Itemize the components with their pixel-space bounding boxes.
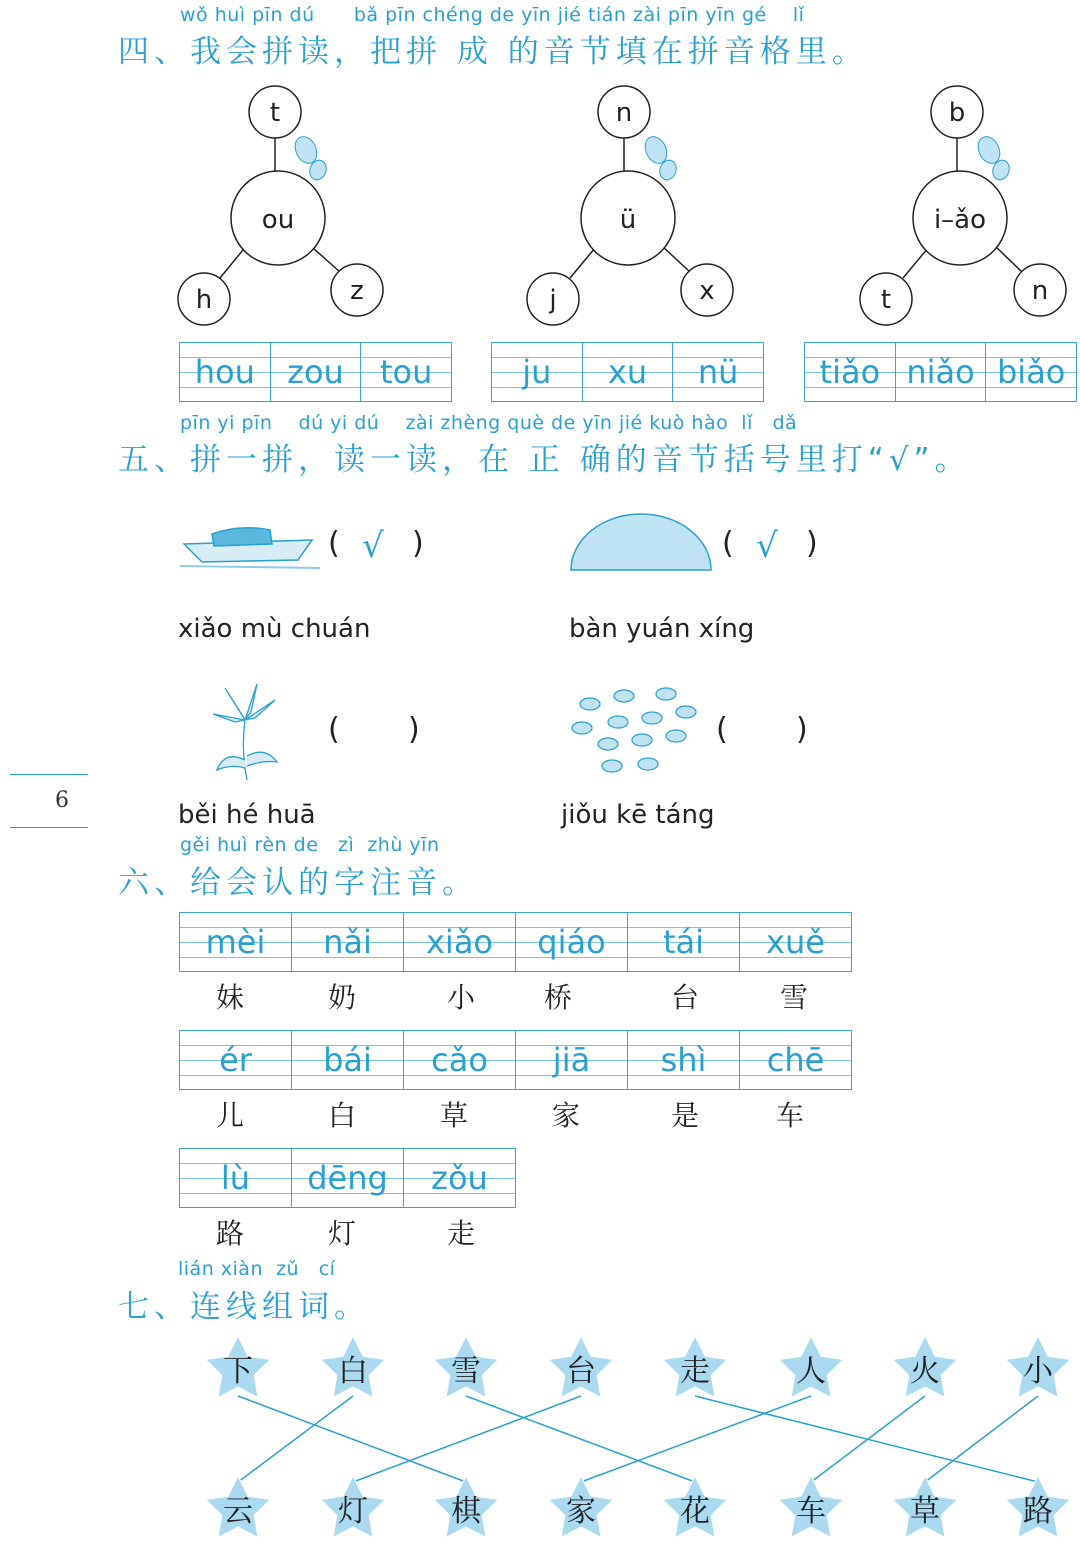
hanzi: 是	[671, 1099, 700, 1132]
star-character: 人	[796, 1354, 826, 1389]
page-number-rule-top	[10, 774, 88, 775]
pinyin-cell[interactable]: lù	[180, 1149, 291, 1207]
bottom-star[interactable]	[321, 1476, 386, 1538]
top-letter-3: b	[948, 98, 966, 128]
boat-icon	[180, 522, 320, 572]
section5-title: 五、拼一拼，读一读，在 正 确的音节括号里打“√”。	[118, 442, 971, 478]
top-star[interactable]	[779, 1336, 844, 1398]
answer-cell[interactable]: zou	[270, 343, 361, 401]
bottom-star[interactable]	[779, 1476, 844, 1538]
pinyin-cell[interactable]: qiáo	[515, 913, 627, 971]
right-letter-2: x	[699, 276, 715, 306]
answer-cell[interactable]: ju	[492, 343, 582, 401]
paren-close: )	[408, 712, 420, 747]
paren-close: )	[412, 526, 424, 561]
top-letter-2: n	[615, 98, 633, 128]
bottom-star[interactable]	[663, 1476, 728, 1538]
answer-cell[interactable]: nü	[672, 343, 763, 401]
hanzi: 小	[447, 981, 476, 1014]
section7-title: 七、连线组词。	[118, 1289, 370, 1325]
top-star[interactable]	[893, 1336, 958, 1398]
section5-pinyin: pīn yi pīn dú yi dú zài zhèng què de yīn jié kuò hào lǐ dǎ	[180, 412, 798, 434]
answer-cell[interactable]: xu	[582, 343, 673, 401]
connection-line	[925, 1396, 1038, 1482]
star-character: 云	[223, 1494, 253, 1529]
top-letter-1: t	[269, 98, 281, 128]
star-character: 台	[566, 1354, 596, 1389]
pinyin-cell[interactable]: zǒu	[403, 1149, 515, 1207]
left-letter-1: h	[195, 285, 213, 315]
star-character: 雪	[451, 1354, 481, 1389]
hanzi: 桥	[544, 981, 573, 1014]
top-star[interactable]	[434, 1336, 499, 1398]
connection-line	[581, 1396, 811, 1482]
pinyin-cell[interactable]: chē	[739, 1031, 851, 1089]
connection-line	[353, 1396, 581, 1482]
answer-cell[interactable]: niǎo	[895, 343, 986, 401]
answer-grid-3	[804, 342, 1077, 402]
checkmark[interactable]: √	[756, 526, 778, 566]
connection-line	[811, 1396, 925, 1482]
section6-pinyin: gěi huì rèn de zì zhù yīn	[180, 834, 440, 856]
hanzi: 妹	[216, 981, 245, 1014]
connection-line	[238, 1396, 466, 1482]
answer-cell[interactable]: biǎo	[985, 343, 1076, 401]
hanzi: 雪	[780, 981, 809, 1014]
right-letter-1: z	[350, 276, 364, 306]
answer-grid-1	[179, 342, 452, 402]
top-star[interactable]	[206, 1336, 271, 1398]
hanzi: 家	[552, 1099, 581, 1132]
answer-cell[interactable]: tiǎo	[805, 343, 895, 401]
answer-grid-2	[491, 342, 764, 402]
paren-open: (	[722, 526, 734, 561]
star-character: 草	[910, 1494, 940, 1529]
hanzi: 白	[328, 1099, 357, 1132]
word-matching-area	[0, 1330, 1080, 1549]
paren-close: )	[796, 712, 808, 747]
hanzi: 路	[216, 1217, 245, 1250]
right-letter-3: n	[1031, 276, 1049, 306]
pinyin-cell[interactable]: mèi	[180, 913, 291, 971]
pinyin-cell[interactable]: xiǎo	[403, 913, 515, 971]
bottom-star[interactable]	[1006, 1476, 1071, 1538]
pinyin-cell[interactable]: shì	[627, 1031, 739, 1089]
star-character: 灯	[338, 1494, 368, 1529]
pinyin-cell[interactable]: ér	[180, 1031, 291, 1089]
section4-title: 四、我会拼读，把拼 成 的音节填在拼音格里。	[118, 34, 868, 70]
candies-icon	[568, 682, 704, 778]
checkmark[interactable]: √	[362, 526, 384, 566]
connection-line	[466, 1396, 695, 1482]
pinyin-cell[interactable]: xuě	[739, 913, 851, 971]
pinyin-cell[interactable]: cǎo	[403, 1031, 515, 1089]
hanzi: 走	[447, 1217, 476, 1250]
star-character: 车	[796, 1494, 826, 1529]
pinyin-cell[interactable]: nǎi	[291, 913, 403, 971]
pinyin-grid-row-1	[179, 912, 852, 972]
pinyin-cell[interactable]: dēng	[291, 1149, 403, 1207]
option-label: bàn yuán xíng	[569, 614, 755, 644]
star-character: 棋	[451, 1494, 481, 1529]
option-label: běi hé huā	[178, 800, 316, 830]
connection-line	[695, 1396, 1038, 1482]
paren-close: )	[806, 526, 818, 561]
star-character: 小	[1023, 1354, 1053, 1389]
hanzi: 台	[671, 981, 700, 1014]
star-character: 火	[910, 1354, 940, 1389]
connection-line	[238, 1396, 353, 1482]
bottom-star[interactable]	[549, 1476, 614, 1538]
star-character: 花	[680, 1494, 710, 1529]
hanzi: 车	[776, 1099, 805, 1132]
bottom-star[interactable]	[434, 1476, 499, 1538]
section6-title: 六、给会认的字注音。	[118, 865, 478, 901]
top-star[interactable]	[663, 1336, 728, 1398]
bottom-star[interactable]	[893, 1476, 958, 1538]
paren-open: (	[328, 526, 340, 561]
page-number: 6	[55, 788, 69, 813]
center-letter-1: ou	[261, 205, 295, 235]
hanzi: 草	[440, 1099, 469, 1132]
center-letter-3: i–ǎo	[933, 205, 987, 235]
section4-diagrams	[0, 80, 1080, 330]
semicircle-icon	[570, 512, 712, 572]
bottom-star[interactable]	[206, 1476, 271, 1538]
pinyin-cell[interactable]: tái	[627, 913, 739, 971]
section4-pinyin: wǒ huì pīn dú bǎ pīn chéng de yīn jié tián zài pīn yīn gé lǐ	[180, 4, 805, 26]
paren-open: (	[716, 712, 728, 747]
star-character: 白	[338, 1354, 368, 1389]
center-letter-2: ü	[619, 205, 637, 235]
pinyin-cell[interactable]: jiā	[515, 1031, 627, 1089]
option-label: xiǎo mù chuán	[178, 614, 371, 644]
pinyin-grid-row-3	[179, 1148, 516, 1208]
hanzi: 儿	[216, 1099, 245, 1132]
top-star[interactable]	[321, 1336, 386, 1398]
top-star[interactable]	[549, 1336, 614, 1398]
section7-pinyin: lián xiàn zǔ cí	[178, 1258, 336, 1280]
star-character: 走	[680, 1354, 710, 1389]
left-letter-2: j	[549, 285, 557, 315]
pinyin-grid-row-2	[179, 1030, 852, 1090]
left-letter-3: t	[880, 285, 892, 315]
paren-open: (	[328, 712, 340, 747]
star-character: 家	[566, 1494, 596, 1529]
hanzi: 灯	[328, 1217, 357, 1250]
answer-cell[interactable]: hou	[180, 343, 270, 401]
pinyin-cell[interactable]: bái	[291, 1031, 403, 1089]
hanzi: 奶	[328, 981, 357, 1014]
answer-cell[interactable]: tou	[360, 343, 451, 401]
top-star[interactable]	[1006, 1336, 1071, 1398]
star-character: 下	[223, 1354, 253, 1389]
lily-flower-icon	[205, 680, 285, 784]
star-character: 路	[1023, 1494, 1053, 1529]
page-number-rule-bottom	[10, 827, 88, 828]
option-label: jiǒu kē táng	[561, 800, 715, 830]
